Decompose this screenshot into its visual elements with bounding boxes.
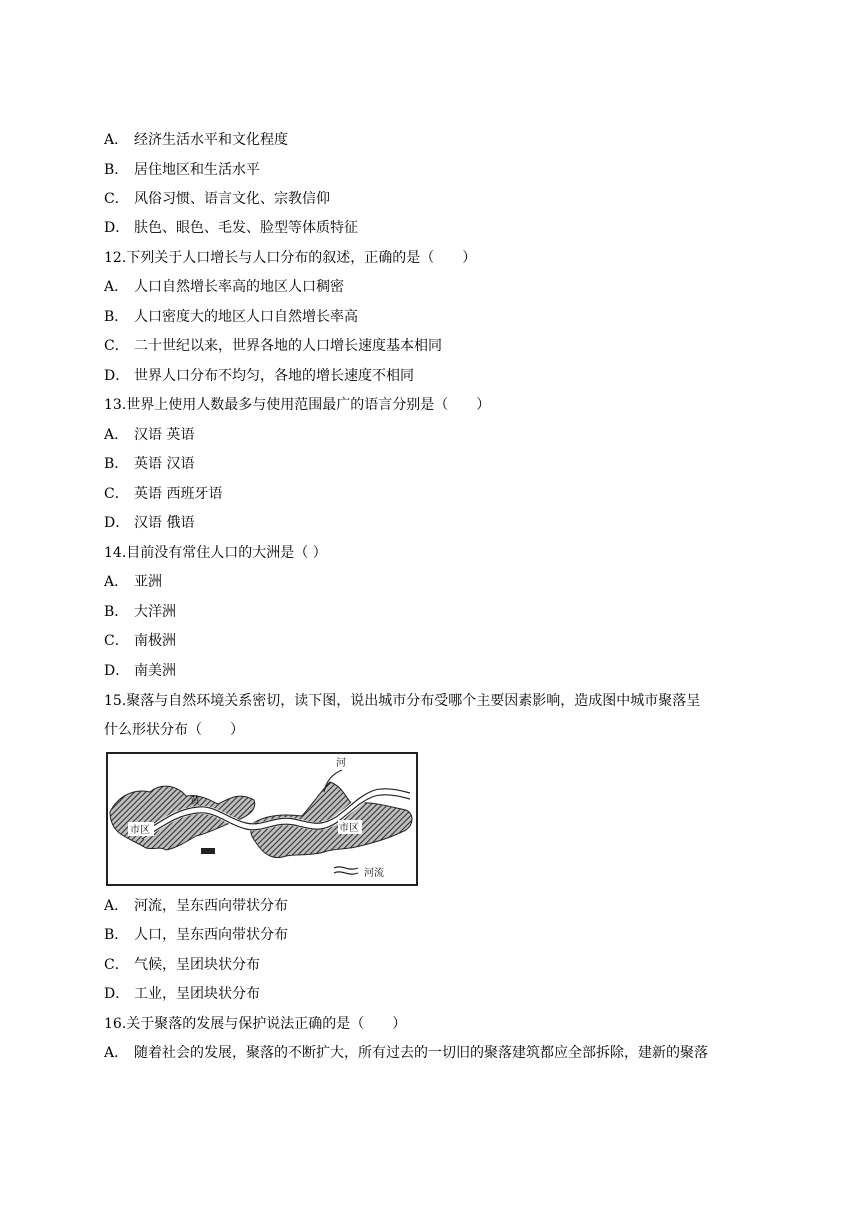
label-urban-left: 市区 bbox=[130, 825, 150, 836]
q12-option-c[interactable]: C． 二十世纪以来，世界各地的人口增长速度基本相同 bbox=[104, 338, 442, 354]
q15-question-line1: 15.聚落与自然环境关系密切，读下图，说出城市分布受哪个主要因素影响，造成图中城市聚落呈 bbox=[104, 693, 701, 709]
q13-option-d[interactable]: D． 汉语 俄语 bbox=[104, 515, 195, 531]
q11-option-d[interactable]: D． 肤色、眼色、毛发、脸型等体质特征 bbox=[104, 220, 358, 236]
label-he: 河 bbox=[336, 758, 346, 769]
q11-option-a[interactable]: A． 经济生活水平和文化程度 bbox=[104, 132, 288, 148]
legend-river-label: 河流 bbox=[364, 868, 384, 879]
q15-question-line2: 什么形状分布（ ） bbox=[104, 722, 244, 738]
q15-option-b[interactable]: B． 人口，呈东西向带状分布 bbox=[104, 927, 288, 943]
q14-option-a[interactable]: A． 亚洲 bbox=[104, 574, 162, 590]
q15-option-d[interactable]: D． 工业，呈团块状分布 bbox=[104, 986, 260, 1002]
q13-option-a[interactable]: A． 汉语 英语 bbox=[104, 427, 195, 443]
q13-question: 13.世界上使用人数最多与使用范围最广的语言分别是（ ） bbox=[104, 397, 491, 413]
q14-option-c[interactable]: C． 南极洲 bbox=[104, 633, 176, 649]
q13-option-c[interactable]: C． 英语 西班牙语 bbox=[104, 486, 223, 502]
q12-question: 12.下列关于人口增长与人口分布的叙述，正确的是（ ） bbox=[104, 250, 477, 266]
q11-option-c[interactable]: C． 风俗习惯、语言文化、宗教信仰 bbox=[104, 191, 330, 207]
q12-option-d[interactable]: D． 世界人口分布不均匀，各地的增长速度不相同 bbox=[104, 368, 414, 384]
q15-option-a[interactable]: A． 河流，呈东西向带状分布 bbox=[104, 898, 288, 914]
label-huang: 黄 bbox=[190, 796, 200, 807]
map-svg bbox=[106, 752, 418, 886]
q14-question: 14.目前没有常住人口的大洲是（ ） bbox=[104, 545, 327, 561]
q14-option-b[interactable]: B． 大洋洲 bbox=[104, 604, 176, 620]
q14-option-d[interactable]: D． 南美洲 bbox=[104, 663, 176, 679]
q13-option-b[interactable]: B． 英语 汉语 bbox=[104, 456, 195, 472]
q15-option-c[interactable]: C． 气候，呈团块状分布 bbox=[104, 957, 260, 973]
q16-question: 16.关于聚落的发展与保护说法正确的是（ ） bbox=[104, 1016, 407, 1032]
small-island bbox=[201, 848, 215, 854]
label-urban-right: 市区 bbox=[339, 823, 359, 834]
q12-option-a[interactable]: A． 人口自然增长率高的地区人口稠密 bbox=[104, 279, 344, 295]
q16-option-a[interactable]: A． 随着社会的发展，聚落的不断扩大，所有过去的一切旧的聚落建筑都应全部拆除，建新的聚落 bbox=[104, 1045, 708, 1061]
q12-option-b[interactable]: B． 人口密度大的地区人口自然增长率高 bbox=[104, 309, 358, 325]
settlement-river-map bbox=[106, 752, 418, 886]
q11-option-b[interactable]: B． 居住地区和生活水平 bbox=[104, 162, 260, 178]
